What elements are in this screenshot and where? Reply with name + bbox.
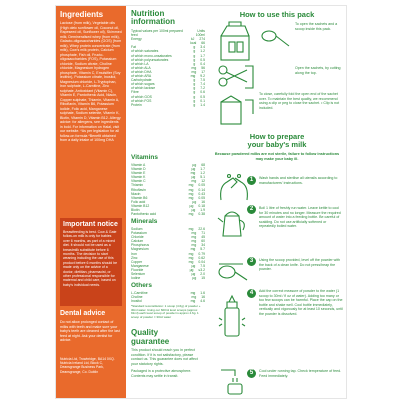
nutrient-value: 0.05	[198, 195, 205, 200]
nutrient-unit: mg	[188, 187, 194, 192]
nutrient-label: Vitamin B6	[131, 195, 148, 200]
nutrition-header-left: Typical values per 100ml prepared feed	[131, 29, 183, 38]
scoop-level-icon	[217, 256, 249, 284]
nutrient-value: 1.9	[200, 208, 205, 213]
nutrient-label: Riboflavin	[131, 187, 146, 192]
nutrient-label: of which saturates	[131, 49, 159, 54]
prepare-step5-text: Cool under running tap. Check temperature of feed. Feed immediately.	[259, 369, 342, 378]
nutrient-value: 1.2	[200, 171, 205, 176]
nutrition-footnote: *Standard reconstitution: 1 scoop (4.6g) of powder + 30ml water. Using our 600ml level scoops (approx 91ml) each level scoop of powder is approx 4.6g. 1 scoop of powder = 30ml water	[131, 304, 201, 320]
prepare-title	[209, 133, 345, 149]
nutrient-value: 5.7	[200, 247, 205, 252]
nutrition-table	[131, 29, 205, 107]
nutrient-label: Inositol	[131, 299, 142, 304]
nutrient-amount	[193, 103, 205, 107]
nutrient-label: Choline	[131, 295, 143, 300]
nutrient-unit: mg	[190, 74, 196, 79]
nutrition-header-right: Units 100ml	[195, 29, 205, 38]
nutrient-label: Biotin	[131, 208, 140, 213]
nutrient-unit: mg	[188, 259, 194, 264]
nutrient-label: of which GOS	[131, 94, 152, 99]
nutrient-value: 66	[201, 41, 205, 46]
nutrient-value: 5.1	[200, 175, 205, 180]
nutrient-unit: µg	[191, 272, 196, 277]
how-step3-text	[259, 92, 343, 110]
nutrient-value: 7.4	[200, 82, 205, 87]
nutrient-label: Vitamin B12	[131, 203, 150, 208]
nutrient-row	[131, 276, 205, 280]
nutrient-label: of which LA	[131, 61, 149, 66]
nutrient-unit: g	[193, 82, 196, 87]
nutrient-label: Carbohydrate	[131, 78, 152, 83]
others-title: Others	[131, 282, 152, 289]
nutrient-value: 7.5	[200, 78, 205, 83]
bottle-shake-icon	[219, 296, 247, 340]
nutrition-column	[129, 6, 207, 399]
prepare-title-line1: How to prepare	[249, 132, 305, 141]
nutrient-label: Potassium	[131, 231, 147, 236]
nutrient-label: Fat	[131, 45, 136, 50]
nutrient-label: Magnesium	[131, 247, 149, 252]
nutrient-unit: mg	[188, 183, 194, 188]
nutrient-label: Phosphorus	[131, 243, 150, 248]
nutrient-label: of which ARA	[131, 74, 152, 79]
label-panel	[55, 5, 347, 399]
scissors-icon	[217, 64, 257, 90]
prepare-step4-text: Add the correct measure of powder to the water (1 scoop to 30ml / fl oz of water). Adding too many or too few scoops can be harmful. Place the cap on the bottle and shake well. Cool bottle immediately, vertically and vigorously for at least 10 seconds, until the powder is dissolved.	[259, 289, 343, 316]
nutrient-unit: mg	[191, 235, 197, 240]
nutrient-value: 1.6	[200, 291, 205, 295]
nutrient-label: Vitamin A	[131, 163, 146, 167]
nutrient-value: 1.2	[200, 49, 205, 54]
nutrient-unit: mg	[190, 171, 196, 176]
important-notice-text: Breastfeeding is best. Cow & Gate follow-on milk is only for babies over 6 months, as part of a mixed diet. It should not be used as a breastmilk substitute before 6 months. The decision to start weaning including the use of this product before 6 months should be made only on the advice of a doctor, dietitian, pharmacist, or other professional responsible for maternal and child care, based on baby's individual needs.	[63, 230, 118, 287]
nutrient-value: ≤3.2	[198, 267, 205, 272]
nutrient-value: 0.6	[200, 90, 205, 95]
nutrient-unit: mg	[191, 239, 197, 244]
nutrient-label: Fibre	[131, 90, 139, 95]
nutrient-value: 0.04	[198, 259, 205, 264]
prepare-step1-text: Wash hands and sterilise all utensils according to manufacturers' instructions.	[259, 176, 338, 185]
important-notice-box	[60, 218, 122, 306]
packaging-text: Packaged in a protective atmosphere. Contents may settle in transit.	[131, 369, 192, 378]
nutrient-label: of which DHA	[131, 69, 152, 74]
nutrient-label: Iodine	[131, 276, 141, 281]
nutrient-value: 274	[199, 37, 205, 42]
nutrient-amount	[191, 299, 205, 303]
quality-guarantee-text	[131, 348, 205, 379]
kettle-icon	[217, 206, 247, 240]
nutrient-unit: mg	[188, 255, 194, 260]
nutrient-unit: g	[193, 78, 196, 83]
prepare-step2-text: Boil 1 litre of freshly run water. Leave kettle to cool for 30 minutes and no longer. Measure the required amount of water into a feeding bottle. Be careful of scalding. Do not use artificially softened or repeatedly boiled water.	[259, 206, 341, 228]
how-step2-text: Open the sachets, by cutting along the top.	[295, 66, 341, 75]
step-number-1: 1	[247, 176, 256, 185]
nutrient-unit: kJ	[190, 37, 195, 42]
nutrient-value: 16	[201, 295, 205, 300]
nutrient-value: 17	[201, 69, 205, 74]
others-section	[131, 291, 205, 320]
prepare-title-line2: your baby's milk	[247, 140, 307, 149]
nutrient-unit: µg	[192, 163, 197, 167]
nutrient-label: Calcium	[131, 239, 144, 244]
nutrient-value: 12	[201, 179, 205, 184]
nutrient-label: Manganese	[131, 263, 149, 268]
nutrient-value: 0.62	[198, 255, 205, 260]
nutrient-value: 1.4	[200, 102, 205, 107]
manufacturer-address: Nutricia Ltd, Trowbridge, BA14 0XQ. Nutricia Ireland Ltd, Block C, Deansgrange Business Park, Deansgrange, Co. Dublin	[60, 357, 115, 374]
nutrient-unit: g	[193, 90, 196, 95]
nutrient-value: 0.18	[198, 203, 205, 208]
vitamins-table	[131, 163, 205, 216]
nutrient-row	[131, 212, 205, 216]
pack-open-icon	[215, 22, 257, 64]
how-step3-note: • Clip is not included.	[259, 101, 340, 110]
nutrient-value: 1.7	[200, 53, 205, 58]
nutrient-label: L-Carnitine	[131, 291, 148, 295]
minerals-table	[131, 227, 205, 280]
nutrient-label: Sodium	[131, 227, 143, 231]
nutrient-unit: µg	[192, 199, 197, 204]
nutrient-label: Folic acid	[131, 199, 146, 204]
nutrient-unit: mg	[188, 212, 194, 217]
nutrient-unit: µg	[191, 167, 196, 172]
step-number-4: 4	[247, 289, 256, 298]
nutrient-unit: µg	[191, 208, 196, 213]
fold-clip-icon	[219, 94, 255, 126]
nutrient-label: Vitamin E	[131, 171, 146, 176]
nutrient-value: 60	[201, 239, 205, 244]
quality-title-line2: guarantee	[131, 337, 170, 346]
nutrition-title	[131, 10, 175, 26]
cooling-tap-icon	[219, 366, 247, 396]
nutrient-unit: g	[193, 49, 196, 54]
nutrient-unit: mg	[191, 179, 197, 184]
nutrient-unit: mg	[191, 295, 197, 300]
nutrient-label: of which polyunsaturates	[131, 57, 169, 62]
nutrient-value: 7.5	[200, 263, 205, 268]
nutrient-unit: mg	[188, 251, 194, 256]
nutrient-value: 0.4	[200, 61, 205, 66]
nutrient-label: of which FOS	[131, 98, 152, 103]
dental-advice-title: Dental advice	[60, 310, 106, 317]
nutrient-value: 3.4	[200, 45, 205, 50]
quality-guarantee-title	[131, 328, 169, 346]
dental-advice-text: Do not allow prolonged contact of milks with teeth and make sure your baby's teeth are cleaned after the last feed at night. Ask your dentist for advice.	[60, 320, 120, 343]
nutrient-value: 0.1	[200, 98, 205, 103]
nutrient-amount	[192, 276, 205, 280]
nutrient-unit: mg	[188, 191, 194, 196]
nutrient-label: Thiamin	[131, 183, 144, 188]
nutrient-value: 4.6	[200, 299, 205, 304]
nutrient-value: 0.38	[198, 212, 205, 217]
step-number-3: 3	[247, 257, 256, 266]
scoop-icon	[261, 24, 291, 54]
nutrient-unit: g	[193, 53, 196, 58]
nutrient-label: Fluoride	[131, 267, 144, 272]
prepare-warning: Because powdered milks are not sterile, failure to follow instructions may make your baby ill.	[214, 152, 340, 161]
nutrient-unit: g	[193, 98, 196, 103]
nutrient-unit: mg	[191, 65, 197, 70]
nutrient-unit: g	[193, 102, 196, 107]
nutrient-value: 1.7	[200, 167, 205, 172]
nutrient-unit: µg	[192, 276, 197, 281]
nutrient-label: Energy	[131, 37, 142, 42]
instructions-column	[209, 6, 345, 399]
macro-rows	[131, 45, 205, 106]
washing-hands-icon	[217, 174, 251, 204]
nutrient-unit: mg	[190, 291, 196, 295]
nutrient-label: Vitamin C	[131, 179, 146, 184]
ingredients-list: Lactose (from milk), Vegetable oils (High oleic sunflower oil, Coconut oil, Rapeseed oil, Sunflower oil), Skimmed milk, Demineralised whey (from milk), Galacto-oligosaccharides (GOS) (from milk), Whey protein concentrate (from milk), Cow's milk protein, Calcium phosphate, Fish oil, Fructo-oligosaccharides (FOS), Potassium chloride, Sodium citrate, Choline chloride, Magnesium hydrogen phosphate, Vitamin C, Emulsifier (Soy lecithin), Potassium citrate, Inositol, Magnesium chloride, L-Tryptophan, Iron sulphate, L-Carnitine, Zinc sulphate, Antioxidant (Vitamin C), Vitamin E, Pantothenic Acid, Niacin, Copper sulphate, Thiamin, Vitamin A, Riboflavin, Vitamin B6, Potassium iodide, Folic acid, Manganese sulphate, Sodium selenite, Vitamin K, Biotin, Vitamin D, Vitamin B12.	[60, 21, 122, 120]
nutrient-unit: kcal	[190, 41, 197, 46]
prepare-step3-text: Using the scoop provided, level off the powder with the back of a clean knife. Do not press/heap the powder.	[259, 258, 341, 271]
nutrient-unit: g	[193, 45, 196, 50]
nutrient-value: 0.5	[200, 57, 205, 62]
nutrient-label: Protein	[131, 102, 142, 107]
important-notice-title: Important notice	[63, 221, 118, 228]
nutrient-value: 9.2	[200, 74, 205, 79]
nutrient-value: 7.2	[200, 86, 205, 91]
nutrient-unit: µg	[189, 267, 194, 272]
step-number-5: 5	[247, 369, 256, 378]
nutrient-unit: µg	[189, 203, 194, 208]
nutrient-value: 0.43	[198, 191, 205, 196]
nutrient-label: Vitamin D	[131, 167, 146, 172]
nutrient-unit: mg	[191, 243, 197, 248]
energy-rows	[131, 37, 205, 45]
nutrient-unit: mg	[188, 227, 194, 231]
nutrient-label: of which ALA	[131, 65, 151, 70]
nutrient-label: Copper	[131, 259, 143, 264]
nutrition-title-line2: information	[131, 17, 175, 26]
nutrient-unit: g	[193, 86, 196, 91]
nutrient-value: 0.05	[198, 183, 205, 188]
how-step1-text: To open the sachets and a scoop inside this pack.	[295, 22, 338, 31]
step-number-2: 2	[247, 205, 256, 214]
how-step3-main: To close, carefully fold the open end of the sachet over. To maintain the best quality, we recommend using a clip or peg to close the sachet.	[259, 92, 338, 105]
nutrient-value: 15	[201, 276, 205, 281]
ingredients-text	[60, 21, 122, 143]
nutrient-value: 0.5	[200, 94, 205, 99]
ingredients-title: Ingredients	[60, 10, 104, 19]
nutrient-unit: g	[193, 61, 196, 66]
nutrient-unit: g	[193, 94, 196, 99]
nutrient-value: 68	[201, 163, 205, 167]
how-to-use-title: How to use this pack	[239, 10, 315, 19]
ingredients-column	[56, 6, 126, 399]
nutrient-label: Selenium	[131, 272, 146, 277]
nutrition-header	[131, 29, 205, 37]
quality-title-line1: Quality	[131, 328, 159, 337]
nutrient-unit: µg	[191, 175, 196, 180]
nutrient-label: of which mono-unsaturates	[131, 53, 172, 58]
nutrient-row	[131, 299, 205, 303]
nutrient-label: Pantothenic acid	[131, 212, 157, 217]
nutrient-row	[131, 103, 205, 107]
nutrient-value: 45	[201, 235, 205, 240]
nutrient-value: 0.14	[198, 187, 205, 192]
nutrition-title-line1: Nutrition	[131, 9, 165, 18]
nutrient-value: 34	[201, 243, 205, 248]
nutrient-label: Vitamin K	[131, 175, 146, 180]
nutrient-unit: mg	[191, 231, 197, 236]
nutrient-value: 71	[201, 231, 205, 236]
nutrient-unit: mg	[188, 195, 194, 200]
nutrient-label: Chloride	[131, 235, 144, 240]
nutrient-label: of which lactose	[131, 86, 156, 91]
nutrient-value: 16	[201, 199, 205, 204]
nutrient-label: of which sugars	[131, 82, 155, 87]
minerals-title: Minerals	[131, 218, 158, 225]
nutrient-value: 56	[201, 65, 205, 70]
nutrient-label: Zinc	[131, 255, 138, 260]
vitamins-title: Vitamins	[131, 154, 158, 161]
nutrient-value: 22.6	[198, 227, 205, 231]
nutrient-unit: g	[193, 57, 196, 62]
others-table	[131, 291, 205, 303]
nutrient-label: Iron	[131, 251, 137, 256]
nutrient-value: 0.79	[198, 251, 205, 256]
nutrient-unit: µg	[191, 263, 196, 268]
nutrient-value: 2.0	[200, 272, 205, 277]
nutrient-unit: mg	[190, 247, 196, 252]
nutrient-label: Niacin	[131, 191, 141, 196]
nutrient-unit: mg	[190, 299, 196, 304]
nutrient-unit: mg	[191, 69, 197, 74]
quality-text: This product should reach you in perfect condition. If it is not satisfactory, please contact us. This guarantee does not affect your statutory rights.	[131, 348, 198, 366]
nutrient-amount	[189, 212, 205, 216]
allergy-advice: Allergy advice: for allergens, see ingredients in bold. For information on Halal, visit our website. *As per legislation for all follow-on formula *Benefit obtained from a daily intake of 100mg DHA	[60, 115, 121, 142]
